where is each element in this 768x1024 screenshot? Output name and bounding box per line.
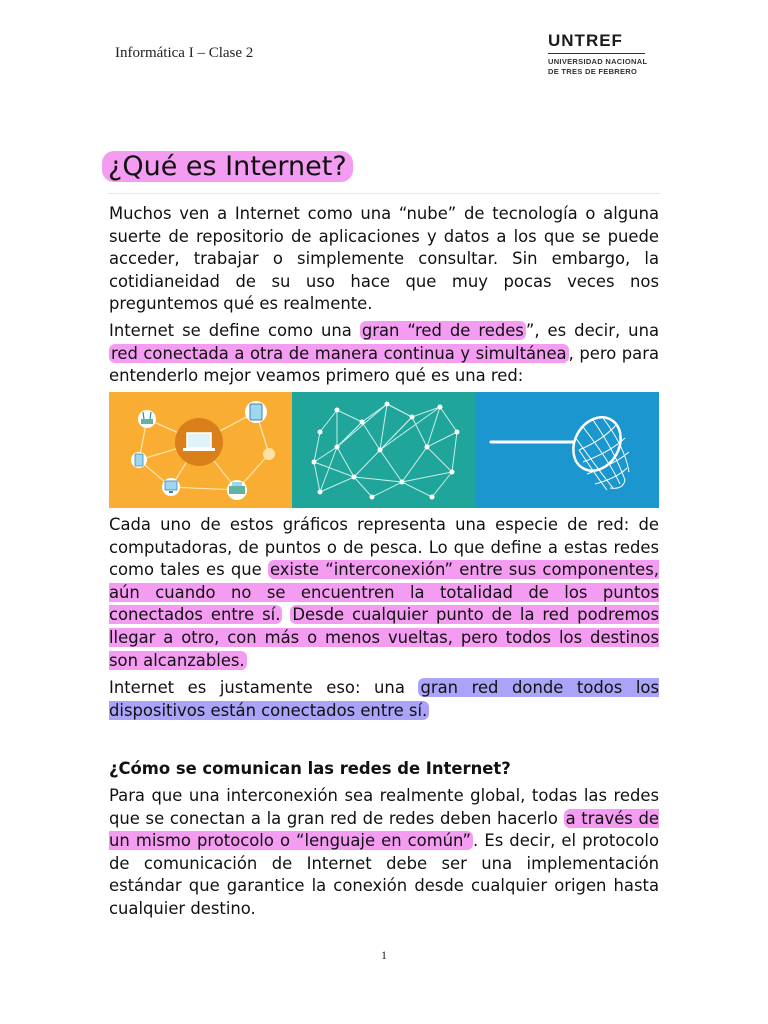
laptop-icon [175, 418, 223, 466]
logo-subtitle-1: UNIVERSIDAD NACIONAL [548, 57, 648, 66]
highlight: a través de un mismo protocolo o “lenguaje en común” [109, 808, 659, 851]
section-heading: ¿Cómo se comunican las redes de Internet? [109, 759, 511, 778]
router-icon [138, 410, 156, 428]
logo-subtitle-2: DE TRES DE FEBRERO [548, 67, 638, 76]
title-divider [108, 193, 660, 194]
logo-name: UNTREF [548, 31, 623, 50]
monitor-icon [162, 478, 180, 496]
text: Internet se define como una [109, 321, 360, 340]
text: Para que una interconexión sea realmente global, todas las redes que se conectan a la gran red de redes deben hacerlo [109, 786, 659, 828]
page-title-text: ¿Qué es Internet? [102, 151, 353, 182]
paragraph-internet-is [109, 677, 659, 722]
text: Internet es justamente eso: una [109, 678, 419, 697]
printer-icon [227, 480, 247, 500]
panel-bg [475, 392, 659, 508]
logo-divider [548, 53, 645, 54]
page-number: 1 [381, 948, 387, 962]
highlight-blue: gran red donde todos los dispositivos están conectados entre sí. [109, 678, 659, 720]
page-title [102, 149, 353, 185]
network-illustration [109, 392, 659, 508]
text: . Es decir, el protocolo de comunicación de Internet debe ser una implementación estándar que garantice la conexión desde cualquier origen hasta cualquier destino. [109, 831, 659, 918]
highlight: existe “interconexión” entre sus componentes, aún cuando no se encuentren la totalidad de los puntos conectados entre sí. [109, 560, 659, 625]
fishing-net-panel [475, 392, 659, 508]
tablet-icon [245, 401, 267, 423]
text: ”, es decir, una [525, 321, 659, 340]
phone-icon [131, 452, 147, 468]
text: Cada uno de estos gráficos representa una especie de red: de computadoras, de puntos o de pesca. Lo que define a estas redes como tales es que [109, 515, 659, 580]
text: , pero para entenderlo mejor veamos primero qué es una red: [109, 343, 659, 386]
paragraph-definition [109, 320, 659, 388]
highlight: gran “red de redes [361, 321, 524, 340]
paragraph-intro: Muchos ven a Internet como una “nube” de tecnología o alguna suerte de repositorio de aplicaciones y datos a los que se puede acceder, trabajar o simplemente consultar. Sin embargo, la cotidianeidad de su uso hace que muy pocas veces nos preguntemos qué es realmente. [109, 204, 659, 314]
highlight: Desde cualquier punto de la red podremos llegar a otro, con más o menos vueltas, pero todos los destinos son alcanzables. [109, 605, 659, 670]
course-header: Informática I – Clase 2 [115, 45, 254, 61]
desktop-icon [263, 448, 275, 460]
paragraph-network-types [109, 514, 659, 672]
highlight: red conectada a otra de manera continua y simultánea [111, 343, 567, 363]
paragraph-protocol [109, 785, 659, 921]
computer-network-panel [109, 392, 292, 508]
dots-network-panel [292, 392, 475, 508]
untref-logo [548, 32, 658, 77]
